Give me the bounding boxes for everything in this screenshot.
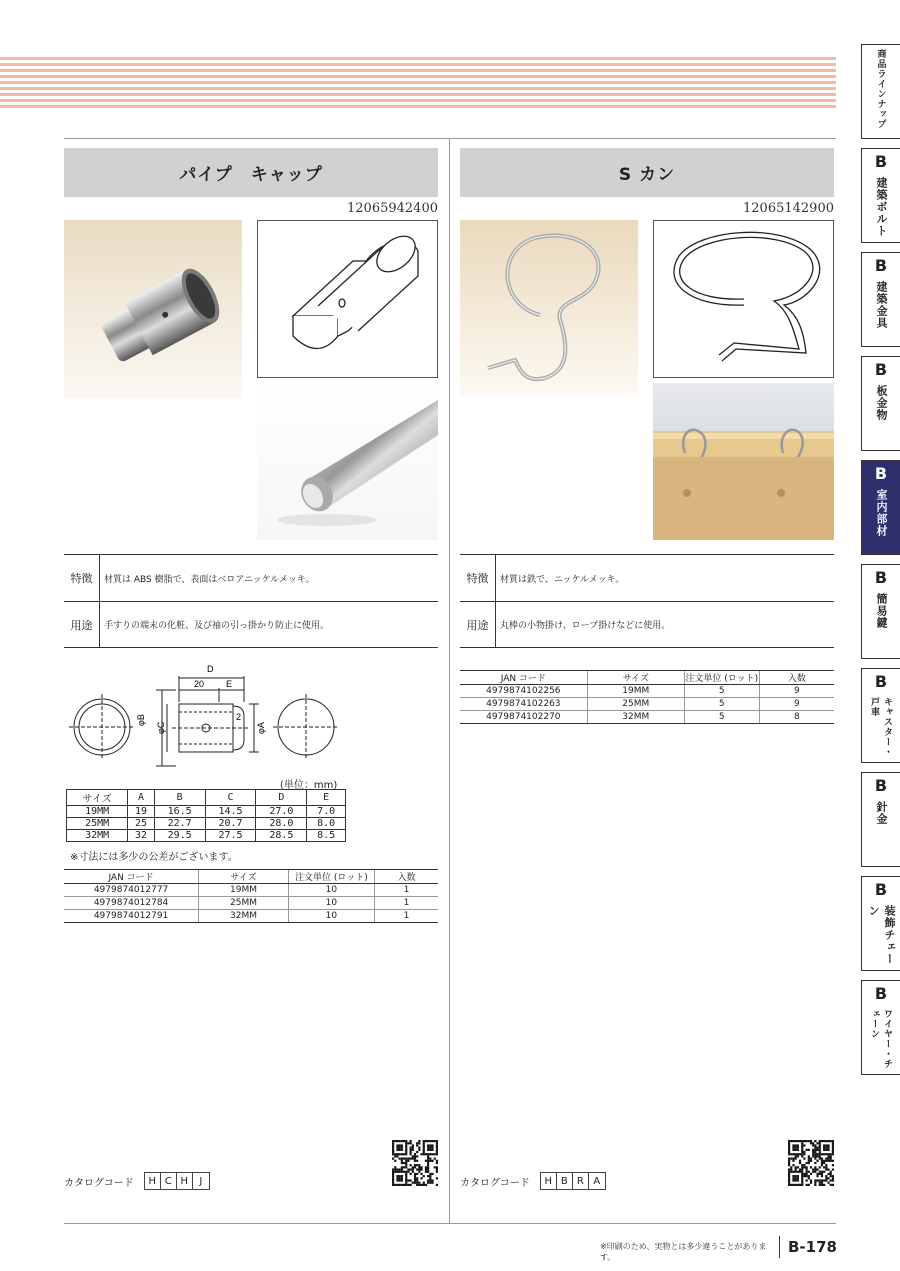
table-cell: 5: [684, 685, 759, 698]
sidebar-tab-label: 針金: [875, 801, 888, 825]
column-header: 注文単位 (ロット): [684, 671, 759, 685]
dim-label-phic: φC: [156, 721, 166, 734]
table-cell: 4979874012784: [64, 897, 199, 910]
table-cell: 4979874102263: [460, 698, 587, 711]
table-cell: 32MM: [199, 910, 289, 923]
column-header: サイズ: [587, 671, 684, 685]
usage-value: 丸棒の小物掛け、ロープ掛けなどに使用。: [500, 621, 671, 631]
feature-value: 材質は鉄で、ニッケルメッキ。: [500, 574, 625, 585]
dim-label-2: 2: [236, 712, 242, 722]
catalog-code-cells: [144, 1172, 210, 1190]
column-header: D: [256, 790, 307, 806]
sidebar-tab-letter: B: [874, 776, 888, 795]
table-row: [64, 897, 438, 910]
table-row: [460, 711, 834, 724]
table-cell: 32: [128, 830, 154, 842]
sidebar-tab-letter: B: [874, 464, 888, 483]
sidebar-tab-letter: B: [874, 880, 888, 899]
sidebar-tab-label: 建築金具: [875, 281, 888, 329]
table-cell: 19MM: [199, 884, 289, 897]
column-header: B: [154, 790, 205, 806]
usage-row: [64, 601, 438, 647]
right-product-code: 12065142900: [743, 201, 834, 216]
table-row: [64, 884, 438, 897]
usage-row: [460, 601, 834, 647]
left-features: [64, 554, 438, 648]
column-header: 入数: [759, 671, 834, 685]
right-jan-table: [460, 670, 834, 724]
sidebar-tab-letter: B: [874, 152, 888, 171]
catalog-code-letter: H: [177, 1173, 193, 1189]
dim-label-phia: φA: [256, 722, 266, 734]
table-row: [460, 698, 834, 711]
table-row: [64, 910, 438, 923]
sidebar-tab-label: 装飾チェーン: [867, 905, 896, 965]
column-header: JAN コード: [460, 671, 587, 685]
table-cell: 9: [759, 685, 834, 698]
table-cell: 10: [288, 884, 374, 897]
header-stripes: [0, 57, 836, 109]
sidebar-tab-letter: B: [874, 984, 888, 1003]
dim-label-phib: φB: [136, 714, 146, 726]
table-cell: 7.0: [307, 806, 346, 818]
feature-label: 特徴: [64, 555, 100, 601]
table-cell: 4979874102270: [460, 711, 587, 724]
column-header: E: [307, 790, 346, 806]
table-row: [67, 806, 346, 818]
table-cell: 8.5: [307, 830, 346, 842]
table-cell: 10: [288, 897, 374, 910]
column-header: 入数: [374, 870, 438, 884]
sidebar-tab-letter: B: [874, 568, 888, 587]
sidebar-tab[interactable]: [861, 876, 900, 971]
catalog-code-letter: C: [161, 1173, 177, 1189]
column-divider: [449, 138, 450, 1223]
table-cell: 1: [374, 910, 438, 923]
table-row: [460, 685, 834, 698]
table-cell: 25MM: [67, 818, 128, 830]
table-cell: 19MM: [587, 685, 684, 698]
s-hook-in-use-photo: [653, 383, 834, 540]
dim-label-20: 20: [194, 679, 205, 689]
table-cell: 9: [759, 698, 834, 711]
sidebar-tab-letter: B: [874, 256, 888, 275]
right-features: [460, 554, 834, 648]
table-row: [67, 830, 346, 842]
sidebar-tab[interactable]: [861, 44, 900, 139]
table-cell: 1: [374, 884, 438, 897]
sidebar-tab-label: 板金物: [875, 385, 888, 421]
top-rule: [64, 138, 836, 139]
right-qr-code: [788, 1140, 834, 1186]
dimension-drawing: [64, 660, 438, 775]
catalog-code-letter: R: [573, 1173, 589, 1189]
s-hook-drawing: [653, 220, 834, 378]
feature-label: 特徴: [460, 555, 496, 601]
table-cell: 5: [684, 698, 759, 711]
usage-value: 手すりの端末の化粧、及び袖の引っ掛かり防止に使用。: [104, 621, 330, 631]
column-header: サイズ: [199, 870, 289, 884]
sidebar-tab[interactable]: [861, 252, 900, 347]
table-cell: 16.5: [154, 806, 205, 818]
table-cell: 28.0: [256, 818, 307, 830]
sidebar-tab-label: 室内部材: [875, 489, 888, 537]
sidebar-tab[interactable]: [861, 148, 900, 243]
left-catalog-code: [64, 1172, 210, 1190]
sidebar-tab-letter: B: [874, 672, 888, 691]
table-cell: 25: [128, 818, 154, 830]
table-cell: 4979874012777: [64, 884, 199, 897]
catalog-code-letter: J: [199, 1175, 203, 1187]
table-cell: 4979874012791: [64, 910, 199, 923]
page-number: B-178: [788, 1238, 837, 1256]
column-header: JAN コード: [64, 870, 199, 884]
sidebar-tab[interactable]: [861, 564, 900, 659]
dimension-table: [66, 789, 346, 842]
table-cell: 4979874102256: [460, 685, 587, 698]
catalog-code-cells: [540, 1172, 606, 1190]
left-jan-table: [64, 869, 438, 923]
table-cell: 27.5: [205, 830, 256, 842]
footer-divider: [779, 1236, 780, 1258]
sidebar-tab-label: 建築ボルト: [875, 177, 888, 237]
dim-label-e: E: [226, 679, 233, 689]
sidebar-tab[interactable]: [861, 980, 900, 1075]
feature-value: 材質は ABS 樹脂で、表面はベロアニッケルメッキ。: [104, 574, 315, 585]
catalog-code-letter: B: [557, 1173, 573, 1189]
right-catalog-code: [460, 1172, 606, 1190]
catalog-code-letter: H: [541, 1173, 557, 1189]
catalog-label: カタログコード: [460, 1177, 530, 1189]
table-cell: 10: [288, 910, 374, 923]
sidebar-tab[interactable]: [861, 460, 900, 555]
table-cell: 29.5: [154, 830, 205, 842]
table-cell: 22.7: [154, 818, 205, 830]
sidebar-tab[interactable]: [861, 668, 900, 763]
usage-label: 用途: [64, 602, 100, 647]
table-cell: 32MM: [67, 830, 128, 842]
table-cell: 5: [684, 711, 759, 724]
table-cell: 8: [759, 711, 834, 724]
table-cell: 27.0: [256, 806, 307, 818]
column-header: A: [128, 790, 154, 806]
table-row: [67, 818, 346, 830]
table-cell: 25MM: [199, 897, 289, 910]
left-qr-code: [392, 1140, 438, 1186]
table-cell: 32MM: [587, 711, 684, 724]
sidebar-tab-label: 簡易鍵: [875, 593, 888, 629]
feature-row: [64, 555, 438, 601]
sidebar-tab-label: 商品ラインナップ: [875, 49, 886, 129]
table-cell: 1: [374, 897, 438, 910]
sidebar-tab[interactable]: [861, 356, 900, 451]
table-cell: 25MM: [587, 698, 684, 711]
tolerance-note: ※寸法には多少の公差がございます。: [70, 852, 238, 863]
column-header: 注文単位 (ロット): [288, 870, 374, 884]
s-hook-photo: [460, 220, 638, 395]
table-cell: 20.7: [205, 818, 256, 830]
table-cell: 19MM: [67, 806, 128, 818]
catalog-label: カタログコード: [64, 1177, 134, 1189]
bottom-rule: [64, 1223, 836, 1224]
left-product-title: パイプ キャップ: [64, 148, 438, 197]
pipe-cap-photo: [64, 220, 242, 398]
sidebar-tab-letter: B: [874, 360, 888, 379]
sidebar-tab[interactable]: [861, 772, 900, 867]
catalog-code-letter: H: [145, 1173, 161, 1189]
footer-note: ※印刷のため、実物とは多少違うことがあります。: [600, 1242, 767, 1262]
usage-label: 用途: [460, 602, 496, 647]
unit-note: (単位：mm): [280, 780, 338, 791]
column-header: C: [205, 790, 256, 806]
feature-row: [460, 555, 834, 601]
pipe-cap-drawing: [257, 220, 438, 378]
sidebar-tab-label: ワイヤー・チェーン: [869, 1009, 892, 1069]
pipe-rod-photo: [257, 380, 438, 540]
dim-label-d: D: [207, 664, 214, 674]
table-cell: 8.0: [307, 818, 346, 830]
left-product-code: 12065942400: [347, 201, 438, 216]
right-product-title: S カン: [460, 148, 834, 197]
table-cell: 28.5: [256, 830, 307, 842]
column-header: サイズ: [67, 790, 128, 806]
catalog-code-letter: A: [593, 1175, 601, 1187]
sidebar-tab-label: キャスター・戸車: [869, 697, 892, 757]
table-cell: 14.5: [205, 806, 256, 818]
table-cell: 19: [128, 806, 154, 818]
